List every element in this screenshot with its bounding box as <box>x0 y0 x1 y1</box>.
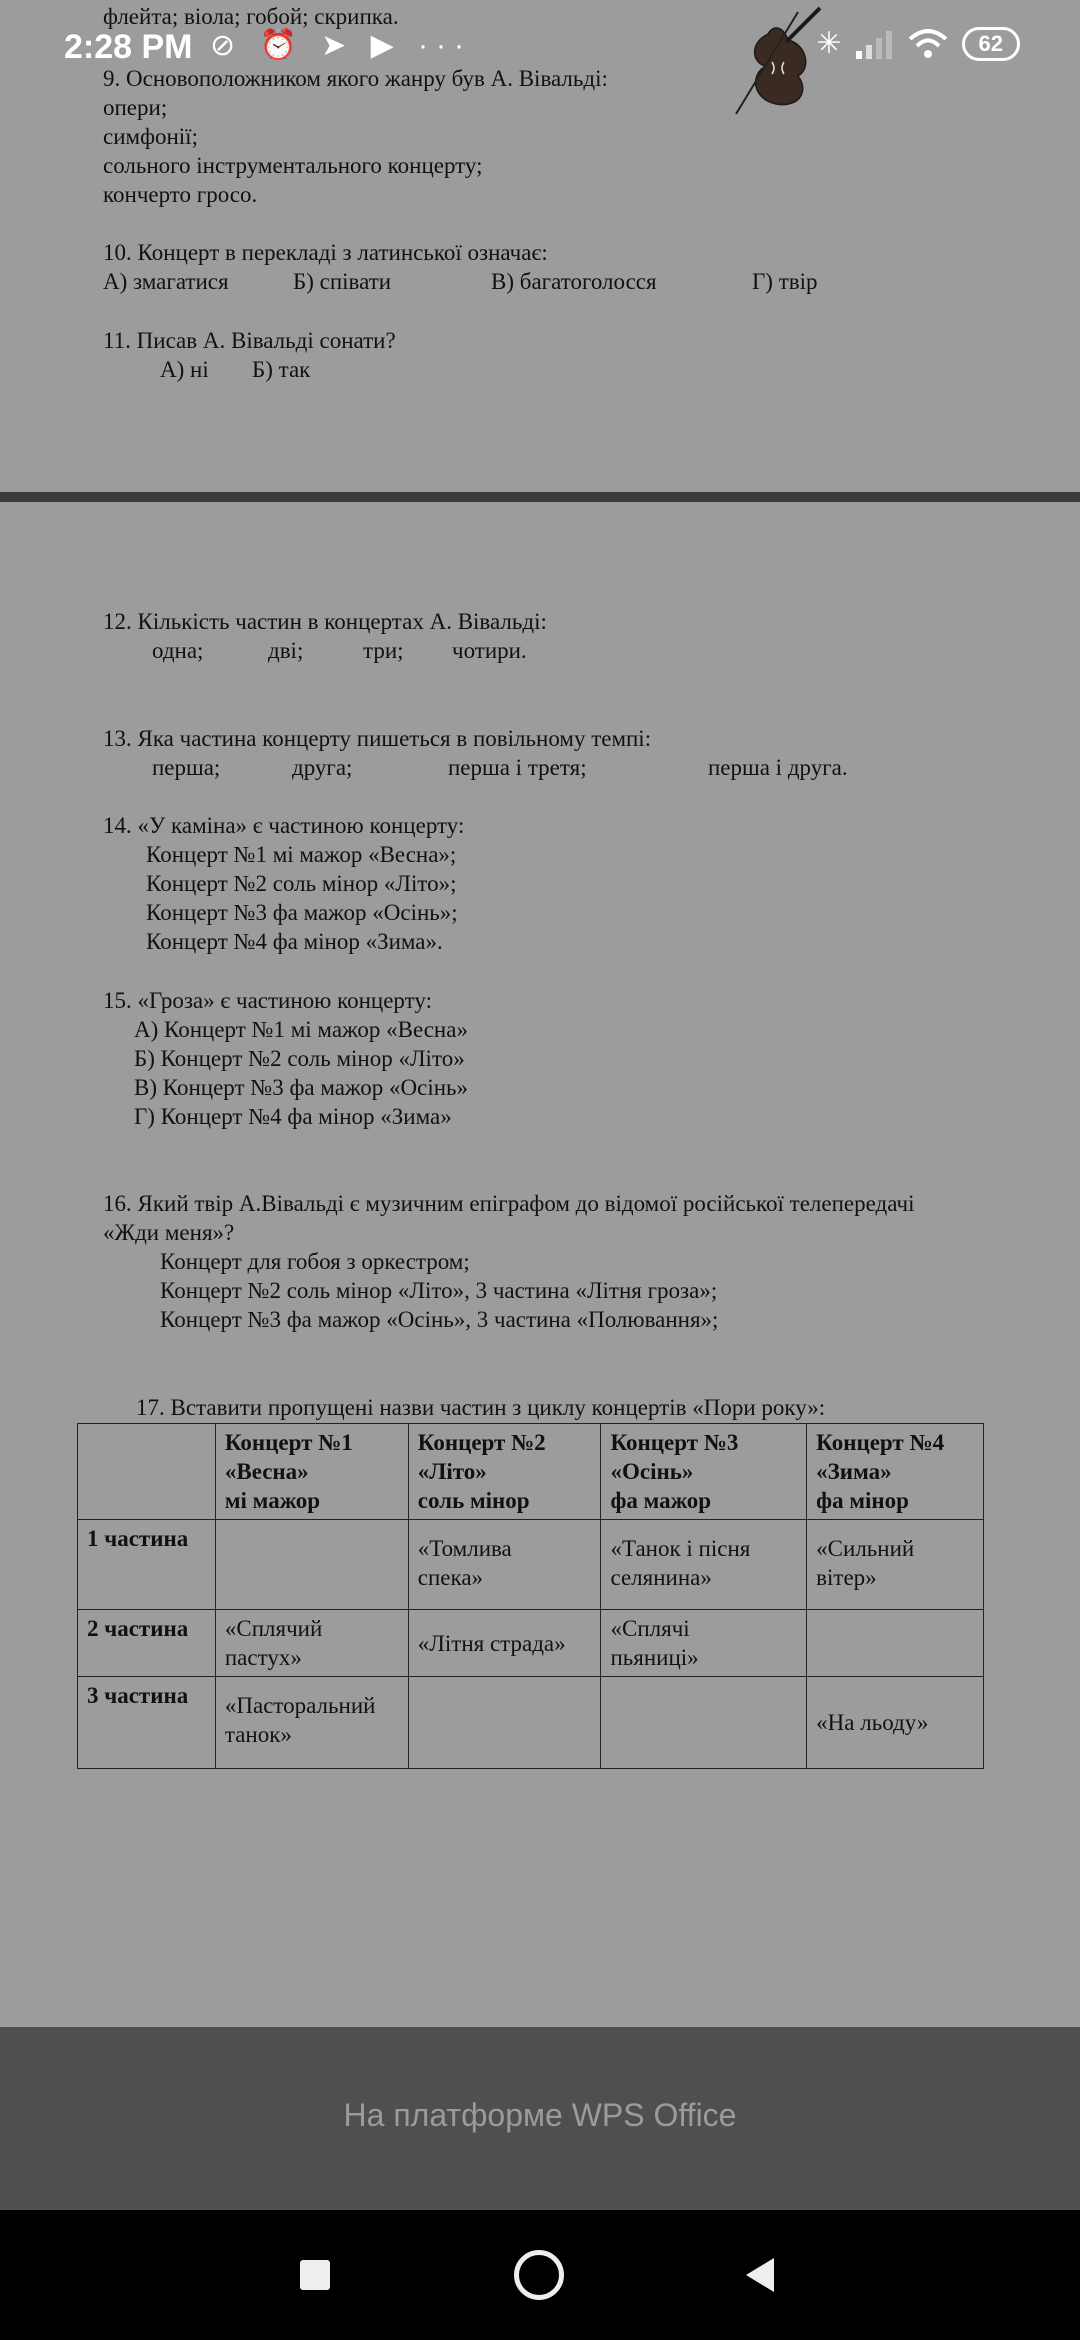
table-row-label: 2 частина <box>78 1610 216 1677</box>
table-header-cell: Концерт №1 «Весна» мі мажор <box>215 1424 408 1520</box>
seasons-table <box>77 1423 984 1769</box>
table-cell: «Сплячий пастух» <box>215 1610 408 1677</box>
table-cell: «Томлива спека» <box>408 1520 601 1610</box>
table-cell: «На льоду» <box>807 1677 984 1769</box>
table-cell <box>601 1677 807 1769</box>
q16-option: Концерт для гобоя з оркестром; <box>160 1249 470 1274</box>
q12-text: 12. Кількість частин в концертах А. Вівальді: <box>103 609 547 634</box>
table-header-cell: Концерт №3 «Осінь» фа мажор <box>601 1424 807 1520</box>
q15-option: А) Концерт №1 мі мажор «Весна» <box>134 1017 468 1042</box>
table-row <box>78 1520 984 1610</box>
q17-text: 17. Вставити пропущені назви частин з циклу концертів «Пори року»: <box>136 1395 826 1420</box>
q10-option: Б) співати <box>293 269 392 294</box>
system-nav-bar <box>0 2210 1080 2340</box>
notification-icons: ⊘ ⏰ ➤ ▶ ··· <box>210 29 473 62</box>
q10-option: Г) твір <box>752 269 818 294</box>
back-arrow-icon <box>746 2258 774 2292</box>
table-header-cell: Концерт №4 «Зима» фа мінор <box>807 1424 984 1520</box>
signal-icon <box>856 29 894 59</box>
q10-option: А) змагатися <box>103 269 229 294</box>
table-cell <box>215 1520 408 1610</box>
q13-option: перша; <box>152 755 221 780</box>
q11-text: 11. Писав А. Вівальді сонати? <box>103 328 396 353</box>
page-divider <box>0 492 1080 502</box>
document-page-2 <box>0 502 1080 2027</box>
q9-option: симфонії; <box>103 124 198 149</box>
q16-text-cont: «Жди меня»? <box>103 1220 235 1245</box>
recents-button[interactable] <box>300 2260 330 2290</box>
q12-option: три; <box>363 638 404 663</box>
wps-bottom-bar[interactable] <box>0 2027 1080 2210</box>
q10-option: В) багатоголосся <box>491 269 657 294</box>
q11-option: Б) так <box>252 357 311 382</box>
q14-option: Концерт №4 фа мінор «Зима». <box>146 929 443 954</box>
q14-option: Концерт №1 мі мажор «Весна»; <box>146 842 457 867</box>
back-button[interactable] <box>744 2256 778 2294</box>
q10-text: 10. Концерт в перекладі з латинської означає: <box>103 240 548 265</box>
q16-option: Концерт №3 фа мажор «Осінь», 3 частина «Полювання»; <box>160 1307 719 1332</box>
bluetooth-icon: ✳ <box>816 27 842 60</box>
wifi-icon <box>908 29 948 59</box>
table-cell <box>807 1610 984 1677</box>
q12-option: одна; <box>152 638 204 663</box>
table-row-label: 1 частина <box>78 1520 216 1610</box>
q12-option: чотири. <box>452 638 527 663</box>
q13-option: друга; <box>292 755 353 780</box>
table-cell: «Танок і пісня селянина» <box>601 1520 807 1610</box>
q13-option: перша і третя; <box>448 755 587 780</box>
q16-text: 16. Який твір А.Вівальді є музичним епіграфом до відомої російської телепередачі <box>103 1191 915 1216</box>
status-right <box>816 26 1020 61</box>
q15-option: В) Концерт №3 фа мажор «Осінь» <box>134 1075 469 1100</box>
status-bar <box>0 18 1080 78</box>
q9-option: сольного інструментального концерту; <box>103 153 483 178</box>
table-cell: «Сплячі пьяниці» <box>601 1610 807 1677</box>
table-row <box>78 1610 984 1677</box>
q15-text: 15. «Гроза» є частиною концерту: <box>103 988 432 1013</box>
table-cell: «Сильний вітер» <box>807 1520 984 1610</box>
q14-option: Концерт №2 соль мінор «Літо»; <box>146 871 457 896</box>
q15-option: Г) Концерт №4 фа мінор «Зима» <box>134 1104 452 1129</box>
q9-text: 9. Основоположником якого жанру був А. Вівальді: <box>103 66 608 91</box>
table-header-cell <box>78 1424 216 1520</box>
q9-option: опери; <box>103 95 168 120</box>
battery-indicator: 62 <box>962 27 1020 61</box>
q11-option: А) ні <box>160 357 209 382</box>
q9-option: кончерто гросо. <box>103 182 258 207</box>
q14-text: 14. «У каміна» є частиною концерту: <box>103 813 465 838</box>
q14-option: Концерт №3 фа мажор «Осінь»; <box>146 900 458 925</box>
home-button[interactable] <box>514 2250 564 2300</box>
table-header-cell: Концерт №2 «Літо» соль мінор <box>408 1424 601 1520</box>
q16-option: Концерт №2 соль мінор «Літо», 3 частина «Літня гроза»; <box>160 1278 718 1303</box>
q12-option: дві; <box>268 638 304 663</box>
table-cell: «Пасторальний танок» <box>215 1677 408 1769</box>
table-row-label: 3 частина <box>78 1677 216 1769</box>
status-time: 2:28 PM <box>64 28 193 66</box>
table-header-row <box>78 1424 984 1520</box>
table-cell <box>408 1677 601 1769</box>
q13-option: перша і друга. <box>708 755 848 780</box>
q13-text: 13. Яка частина концерту пишеться в повільному темпі: <box>103 726 652 751</box>
cut-off-text-line: флейта; віола; гобой; скрипка. <box>103 4 399 29</box>
wps-platform-label: На платформе WPS Office <box>343 2097 737 2133</box>
table-row <box>78 1677 984 1769</box>
table-cell: «Літня страда» <box>408 1610 601 1677</box>
q15-option: Б) Концерт №2 соль мінор «Літо» <box>134 1046 465 1071</box>
